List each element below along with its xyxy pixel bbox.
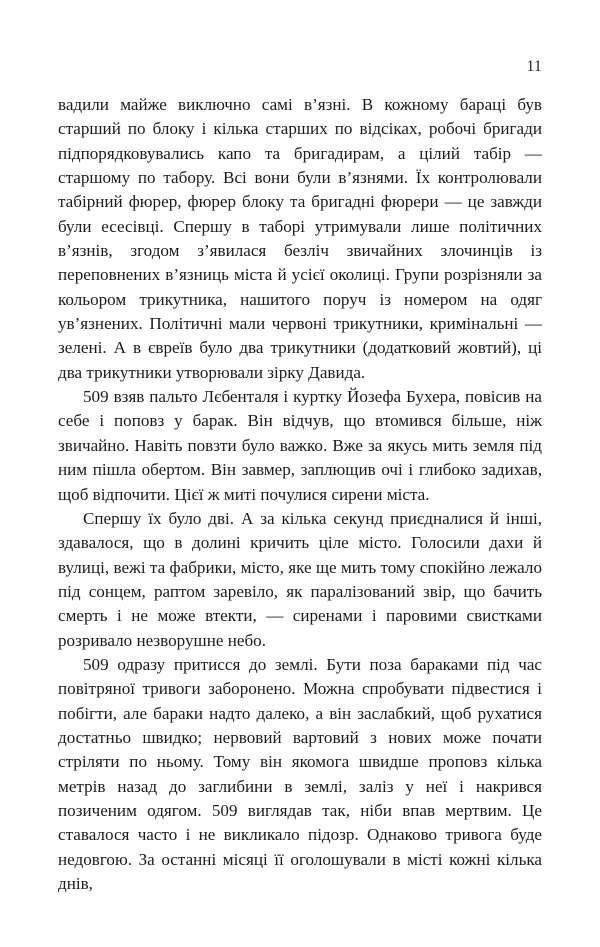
- paragraph-sirens: Спершу їх було дві. А за кілька секунд приєдналися й інші, здавалося, що в долині кричить ціле місто. Голосили дахи й вулиці, вежі та фабрики, місто, яке ще мить тому спокійно лежало під сонцем, раптом заревіло, як паралізований звір, що бачить смерть і не може втекти, — сиренами і паровими свистками розривало незворушне небо.: [58, 508, 542, 650]
- paragraph-509-ground: 509 одразу притисся до землі. Бути поза бараками під час повітряної тривоги заборонено. Можна спробувати підвестися і побігти, але бараки надто далеко, а він заслабкий, щоб рухатися достатньо швидко; нервовий вартовий з нових може почати стріляти по ньому. Тому він якомога швидше проповз кілька метрів назад до заглибини в землі, заліз у неї і накрився позиченим одягом. 509 виглядав так, ніби впав мертвим. Це ставалося часто і не викликало підозр. Однаково тривога буде недовгою. За останні місяці її оголошували в місті кожні кілька днів,: [58, 654, 542, 893]
- paragraph-continued: вадили майже виключно самі в’язні. В кожному бараці був старший по блоку і кілька старших по відсіках, робочі бригади підпорядковувались капо та бригадирам, а цілий табір — старшому по табору. Всі вони були в’язнями. Їх контролювали табірний фюрер, фюрер блоку та бригадні фюрери — це завжди були есесівці. Спершу в таборі утримували лише політичних в’язнів, згодом з’явилася безліч звичайних злочинців із переповнених в’язниць міста й усієї околиці. Групи розрізняли за кольором трикутника, нашитого поруч із номером на одяг ув’язнених. Політичні мали червоні трикутники, кримінальні — зелені. А в євреїв було два трикутники (додатковий жовтий), ці два трикутники утворювали зірку Давида.: [58, 95, 542, 382]
- paragraph-509-coat: 509 взяв пальто Лєбенталя і куртку Йозефа Бухера, повісив на себе і поповз у барак. Він відчув, що втомився більше, ніж звичайно. Навіть повзти було важко. Вже за якусь мить земля під ним пішла обертом. Він завмер, заплющив очі і глибоко задихав, щоб відпочити. Цієї ж миті почулися сирени міста.: [58, 387, 542, 504]
- page-number: 11: [526, 58, 542, 75]
- body-text-block: [58, 93, 542, 896]
